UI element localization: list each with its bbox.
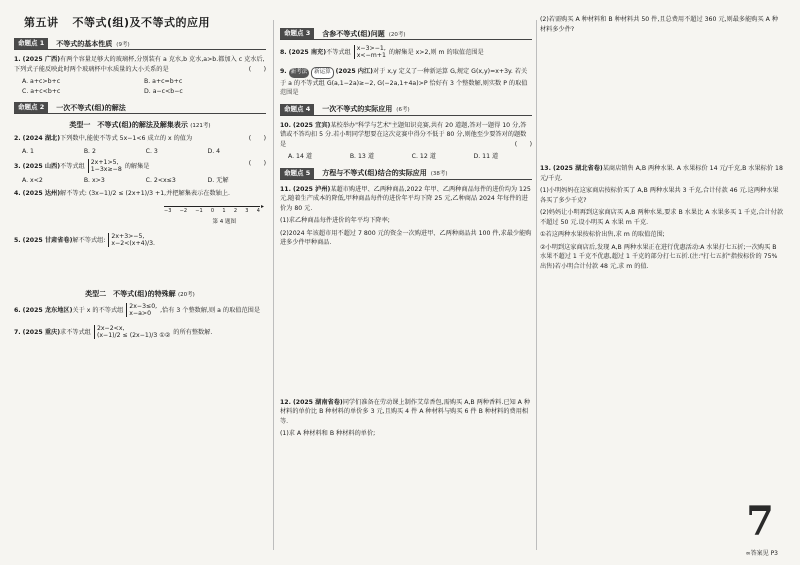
column-divider <box>273 20 274 550</box>
question-11 <box>280 185 532 214</box>
knowledge-point-5 <box>280 168 532 180</box>
question-source: (2025 南充) <box>288 49 327 56</box>
kp-tag: 命题点 4 <box>280 104 314 115</box>
option-b: B. 2 <box>83 147 96 155</box>
question-text: 解不等式: (3x−1)/2 ≤ (2x+1)/3 +1,并把解集表示在数轴上. <box>60 189 230 197</box>
answer-blank: ( ) <box>248 160 266 167</box>
kp-title: 含参不等式(组)问题 <box>322 29 385 38</box>
question-text: 某校举办"科学与艺术"主题知识竞赛,共有 20 道题,答对一题得 10 分,答错或不答均扣 5 分.若小明同学想要在这次竞赛中得分不低于 80 分,则他至少要答对的题数是 <box>280 121 527 148</box>
knowledge-point-1 <box>14 38 266 50</box>
options-q10 <box>280 152 532 162</box>
figure-caption: 第 4 题图 <box>212 219 236 225</box>
option-c: C. 2<x≤3 <box>145 177 176 184</box>
question-text: 有两个容量足够大的玻璃杯,分别装有 a 克水,b 克水,a>b.都加入 c 克水后,下列式子能反映此时两个玻璃杯中水质量的大小关系的是 <box>14 56 265 73</box>
system-line-2: x<−m+1 <box>356 52 386 59</box>
question-number: 6. <box>14 307 21 314</box>
answer-blank: ( ) <box>248 135 266 142</box>
tick-label: 3 <box>245 208 249 214</box>
knowledge-point-3 <box>280 28 532 40</box>
tick-label: 4 <box>256 208 260 214</box>
column-middle <box>280 12 532 442</box>
question-13 <box>540 164 784 183</box>
question-tail: 的解集是 <box>124 163 150 170</box>
question-source: (2025 湖南省卷) <box>292 398 343 406</box>
question-lead: 解不等式组: <box>72 237 106 244</box>
system-line-1: 2x+3>−5, <box>111 233 145 240</box>
answer-blank: ( ) <box>248 65 266 73</box>
system-line-1: 2x+1>5, <box>90 159 119 166</box>
options-q1 <box>14 77 266 87</box>
knowledge-point-4 <box>280 104 532 116</box>
question-tail: 的所有整数解. <box>173 329 213 336</box>
question-number: 3. <box>14 163 21 170</box>
question-number: 12. <box>280 398 291 406</box>
question-source: (2025 龙东地区) <box>22 307 73 314</box>
question-number: 4. <box>14 189 21 197</box>
question-number: 10. <box>280 121 291 129</box>
number-line-ticks <box>164 208 260 214</box>
question-tail: ,恰有 3 个整数解,则 a 的取值范围是 <box>160 307 261 314</box>
question-lead: 不等式组 <box>326 49 351 56</box>
question-1 <box>14 55 266 74</box>
answer-reference <box>746 548 778 557</box>
column-right <box>540 12 784 274</box>
question-number: 13. <box>540 165 551 172</box>
link-icon: ∞ <box>745 550 751 557</box>
lesson-title <box>24 14 266 30</box>
tick-label: −1 <box>195 208 203 214</box>
inequality-system <box>126 303 157 317</box>
new-operation-badge: 新运算 <box>311 67 334 79</box>
question-number: 11. <box>280 185 291 193</box>
type-count: (20考) <box>178 292 195 298</box>
question-part: (1)求乙种商品每件进价的年平均下降率; <box>280 217 390 224</box>
question-text: 同学们准备在劳动课上制作艾草香包,需购买 A,B 两种香料.已知 A 种材料的单价比 B 种材料的单价多 3 元,且购买 4 件 A 种材料与购买 6 件 B 种材料的费用相等. <box>280 398 531 425</box>
system-line-1: x−3>−1, <box>356 45 386 52</box>
lesson-number: 第五讲 <box>24 16 59 29</box>
kp-tag: 命题点 1 <box>14 38 48 49</box>
kp-count: (6考) <box>396 107 410 113</box>
question-source: (2024 湖北) <box>22 135 61 142</box>
question-source: (2025 泸州) <box>292 185 331 193</box>
question-part: ②小明到这家商店后,发现 A,B 两种水果正在进行优惠活动:A 水果打七五折;一次购买 B 水果不超过 1 千克不优惠,超过 1 千克的部分打七五折.(注:"打七五折"指按标价的 75% 出售)若小明合计付款 48 元,求 m 的值. <box>540 243 778 270</box>
question-lead: 求不等式组 <box>60 329 91 336</box>
type-title: 类型二 不等式(组)的特殊解 <box>85 290 176 298</box>
question-5 <box>14 233 266 247</box>
kp-count: (38考) <box>430 171 448 177</box>
question-source: (2025 内江) <box>335 68 373 75</box>
inequality-system <box>94 325 170 339</box>
question-lead: 不等式组 <box>60 163 85 170</box>
arrow-right-icon: ▸ <box>260 203 264 210</box>
system-line-2: x−2<(x+4)/3. <box>111 240 155 247</box>
option-b: B. x>3 <box>83 177 105 184</box>
question-source: (2025 宜宾) <box>292 121 331 129</box>
kp-tag: 命题点 5 <box>280 168 314 179</box>
system-line-1: 2x−3≤0, <box>129 303 158 310</box>
system-line-1: 2x−2<x, <box>96 325 125 332</box>
kp-title: 不等式的基本性质 <box>56 39 113 48</box>
system-line-2: 1−3x≥−8 <box>90 166 122 173</box>
question-text: 某超市购进甲、乙两种商品,2022 年甲、乙两种商品每件的进价均为 125 元,随着生产成本的降低,甲种商品每件的进价年平均下降 25 元,乙种商品 2024 年每件的进价为 80 元. <box>280 185 531 212</box>
question-8 <box>280 45 532 59</box>
tick-label: −3 <box>164 208 172 214</box>
option-a: A. 14 道 <box>288 153 313 160</box>
tick-label: −2 <box>179 208 188 214</box>
lesson-heading: 不等式(组)及不等式的应用 <box>72 16 211 29</box>
kp-title: 一次不等式(组)的解法 <box>56 103 126 112</box>
options-q3 <box>14 176 266 186</box>
tick-label: 2 <box>233 208 238 214</box>
options-q1-row2 <box>14 87 266 97</box>
question-part: (2)妈妈让小明再到这家商店买 A,B 两种水果,要求 B 水果比 A 水果多买 1 千克,合计付款不超过 50 元.设小明买 A 水果 m 千克. <box>540 209 784 226</box>
question-part: ①若这两种水果按标价出售,求 m 的取值范围; <box>540 231 665 238</box>
question-number: 5. <box>14 237 21 244</box>
question-number: 8. <box>280 49 287 56</box>
option-d: D. a−c<b−c <box>144 87 183 95</box>
type-count: (121考) <box>190 123 211 129</box>
question-number: 7. <box>14 329 21 336</box>
type-title: 类型一 不等式(组)的解法及解集表示 <box>69 121 188 129</box>
question-3 <box>14 159 266 173</box>
question-part: (1)小明妈妈在这家商店按标价买了 A,B 两种水果共 3 千克,合计付款 46 元.这两种水果各买了多少千克? <box>540 187 779 204</box>
option-a: A. a+c>b+c <box>22 78 61 85</box>
question-6 <box>14 303 266 317</box>
inequality-system <box>108 233 155 247</box>
tick-label: 0 <box>210 208 215 214</box>
answer-reference-text: 答案见 P3 <box>750 550 778 557</box>
question-tail: 的解集是 x>2,则 m 的取值范围是 <box>388 49 484 56</box>
new-method-badge: 新考法 <box>289 68 310 78</box>
question-4 <box>14 189 266 199</box>
question-source: (2025 山西) <box>22 163 61 170</box>
number-line <box>164 201 264 217</box>
question-2 <box>14 134 266 144</box>
tick-label: 1 <box>222 208 226 214</box>
inequality-system <box>354 45 386 59</box>
question-source: (2025 甘肃省卷) <box>22 237 73 244</box>
option-c: C. 12 道 <box>411 153 436 160</box>
question-source: (2025 广西) <box>22 56 61 63</box>
question-7 <box>14 325 266 339</box>
option-a: A. 1 <box>22 147 34 155</box>
kp-title: 一次不等式的实际应用 <box>322 105 393 113</box>
question-number: 2. <box>14 135 21 142</box>
knowledge-point-2 <box>14 102 266 114</box>
option-d: D. 11 道 <box>473 153 499 160</box>
question-part: (1)求 A 种材料和 B 种材料的单价; <box>280 430 376 437</box>
question-9 <box>280 67 532 98</box>
answer-blank: ( ) <box>514 140 532 148</box>
option-c: C. a+c<b+c <box>22 87 61 95</box>
question-12 <box>280 398 532 427</box>
kp-tag: 命题点 2 <box>14 102 48 113</box>
option-c: C. 3 <box>145 147 158 155</box>
question-part: (2)2024 年该超市用不超过 7 800 元的资金一次购进甲、乙两种商品共 100 件,求最少能购进多少件甲种商品. <box>280 229 532 246</box>
inequality-system <box>88 159 122 173</box>
question-10 <box>280 121 532 150</box>
kp-title: 方程与不等式(组)结合的实际应用 <box>322 169 427 177</box>
column-left <box>14 12 266 342</box>
page-number: 7 <box>746 498 774 545</box>
system-line-2: (x−1)/2 ≤ (2x−1)/3 ①② <box>96 332 171 339</box>
kp-count: (20考) <box>388 31 406 38</box>
question-source: (2025 达州) <box>22 189 61 197</box>
question-text: 某商店销售 A,B 两种水果. A 水果标价 14 元/千克,B 水果标价 18 元/千克. <box>540 165 783 182</box>
question-part: (2)若需购买 A 种材料和 B 种材料共 50 件,且总费用不超过 360 元,则最多能购买 A 种材料多少件? <box>540 16 779 33</box>
question-number: 1. <box>14 56 21 63</box>
question-source: (2025 湖北省卷) <box>552 165 603 172</box>
option-a: A. x<2 <box>22 177 43 184</box>
option-b: B. a+c=b+c <box>144 78 183 85</box>
options-q2 <box>14 147 266 157</box>
type-one-heading <box>14 120 266 130</box>
question-lead: 关于 x 的不等式组 <box>72 307 124 314</box>
kp-tag: 命题点 3 <box>280 28 314 39</box>
option-d: D. 4 <box>207 147 221 155</box>
type-two-heading <box>14 289 266 299</box>
option-b: B. 13 道 <box>349 153 375 160</box>
system-line-2: x−a>0 <box>129 310 152 317</box>
option-d: D. 无解 <box>207 177 229 184</box>
number-line-axis <box>164 206 260 207</box>
question-text: 对于 x,y 定义了一种新运算 G,规定 G(x,y)=x+3y. 若关于 a 的不等式组 G(a,1−2a)≥−2, G(−2a,1+4a)>P 恰好有 3 个整数解,则实数 P 的取值范围是 <box>280 68 528 96</box>
kp-count: (9考) <box>116 41 130 48</box>
question-source: (2025 重庆) <box>22 329 61 336</box>
column-divider <box>536 20 537 550</box>
question-number: 9. <box>280 68 287 75</box>
question-text: 下列数中,能使不等式 5x−1<6 成立的 x 的值为 <box>60 135 193 142</box>
